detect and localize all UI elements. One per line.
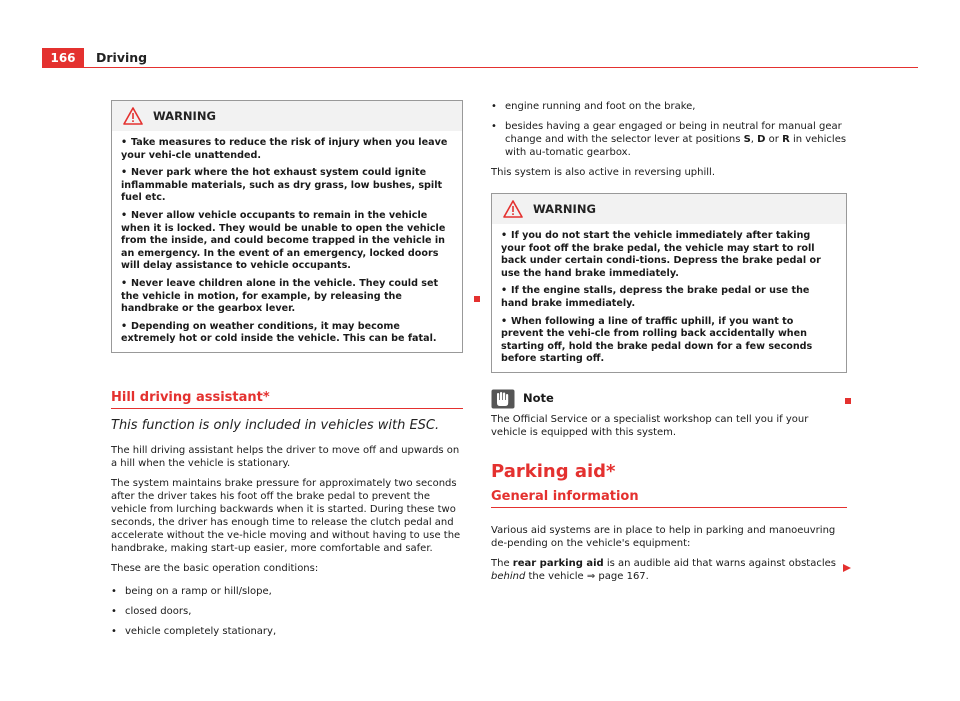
selector-position-s: S [743,134,751,145]
list-item-text: being on a ramp or hill/slope, [125,585,272,597]
bullet-icon: • [501,230,508,241]
subsection-title-general: General information [491,488,639,504]
note-text: The Official Service or a specialist workshop can tell you if your vehicle is equipped with this system. [491,413,809,438]
left-column [111,100,463,645]
warning-item-text: If the engine stalls, depress the brake pedal or use the hand brake immediately. [501,285,810,309]
section-divider [111,408,463,409]
bullet-icon: • [111,585,117,597]
selector-position-r: R [782,134,790,145]
note-title: Note [523,391,554,406]
bullet-icon: • [111,625,117,637]
warning-item-text: When following a line of traffic uphill, if you want to prevent the vehi-cle from rolling back accidentally when starting off, hold the brake pedal down for a few seconds before starting off. [501,315,813,365]
bullet-icon: • [501,285,508,297]
bullet-icon: • [111,605,117,617]
list-item-text: engine running and foot on the brake, [505,101,696,112]
warning-item [501,230,837,280]
warning-body [492,224,846,372]
warning-item-text: Take measures to reduce the risk of injury when you leave your vehi-cle unattended. [121,137,448,161]
paragraph-reversing: This system is also active in reversing uphill. [491,167,716,178]
warning-item [121,167,453,205]
list-item-text: besides having a gear engaged or being in neutral for manual gear change and with the selector lever at positions S, D or R in vehicles with au-tomatic gearbox. [505,121,847,158]
warning-title: WARNING [153,108,216,123]
header-divider [42,67,918,68]
warning-item [121,210,453,273]
paragraph-conditions-intro: These are the basic operation conditions: [111,562,319,574]
bullet-icon: • [121,167,128,179]
warning-item-text: Never allow vehicle occupants to remain in the vehicle when it is locked. They would be unable to open the vehicle from the inside, and could become trapped in the vehicle in an emergency. In the event of an emergency, locked doors will delay assistance to vehicle occupants. [121,209,446,272]
right-column [491,100,847,590]
warning-item [501,285,837,310]
warning-header [492,194,846,224]
list-item-text: closed doors, [125,605,192,617]
bullet-icon: • [491,101,497,112]
paragraph-intro: The hill driving assistant helps the driver to move off and upwards on a hill when the vehicle is stationary. [111,444,460,469]
warning-item [121,321,453,346]
list-item [111,625,463,638]
bullet-icon: • [121,277,128,289]
list-item [491,120,847,159]
warning-title: WARNING [533,201,596,216]
bullet-icon: • [501,315,508,327]
section-title-parking-aid: Parking aid* [491,460,616,482]
bullet-icon: • [491,121,497,132]
warning-item [121,137,453,162]
chapter-title: Driving [96,50,148,65]
bullet-icon: • [121,320,128,332]
note-hand-icon [491,389,515,409]
paragraph-pressure: The system maintains brake pressure for approximately two seconds after the driver takes his foot off the brake pedal to prevent the vehicle from lurching backwards when it is started. During these two seconds, the driver has enough time to release the clutch pedal and accelerate without the ve-hicle moving and without having to use the handbrake, making start-up easier, more comfortable and safer. [111,477,461,554]
list-item-text: vehicle completely stationary, [125,625,277,637]
bullet-icon: • [121,137,128,148]
warning-box-right [491,193,847,373]
warning-item-text: If you do not start the vehicle immediately after taking your foot off the brake pedal, the vehicle may start to roll back under certain condi-tions. Depress the brake pedal or use the hand brake immediately. [501,230,821,279]
warning-item [121,278,453,316]
section-end-marker [474,296,480,302]
list-item [111,585,463,598]
section-subtitle: This function is only included in vehicles with ESC. [111,417,440,433]
warning-item [501,316,837,366]
selector-position-d: D [757,134,766,145]
note-header [491,389,847,409]
warning-triangle-icon [503,200,523,218]
warning-item-text: Never park where the hot exhaust system could ignite inflammable materials, such as dry grass, low bushes, spilt fuel etc. [121,167,443,204]
paragraph-rear-aid: The rear parking aid is an audible aid that warns against obstacles behind the vehicle ⇒ page 167. [491,557,836,582]
section-divider [491,507,847,508]
continue-arrow-icon [842,563,852,573]
warning-body [112,131,462,352]
warning-item-text: Never leave children alone in the vehicle. They could set the vehicle in motion, for example, by releasing the handbrake or the gearbox lever. [121,277,439,315]
warning-box-left [111,100,463,353]
list-item [491,100,847,113]
warning-triangle-icon [123,107,143,125]
paragraph-general: Various aid systems are in place to help in parking and manoeuvring de-pending on the vehicle's equipment: [491,524,836,549]
warning-item-text: Depending on weather conditions, it may become extremely hot or cold inside the vehicle. This can be fatal. [121,320,437,345]
page-number: 166 [42,48,84,68]
section-end-marker [845,398,851,404]
bullet-icon: • [121,209,128,221]
warning-header [112,101,462,131]
section-title-hill-assistant: Hill driving assistant* [111,389,270,405]
list-item [111,605,463,618]
